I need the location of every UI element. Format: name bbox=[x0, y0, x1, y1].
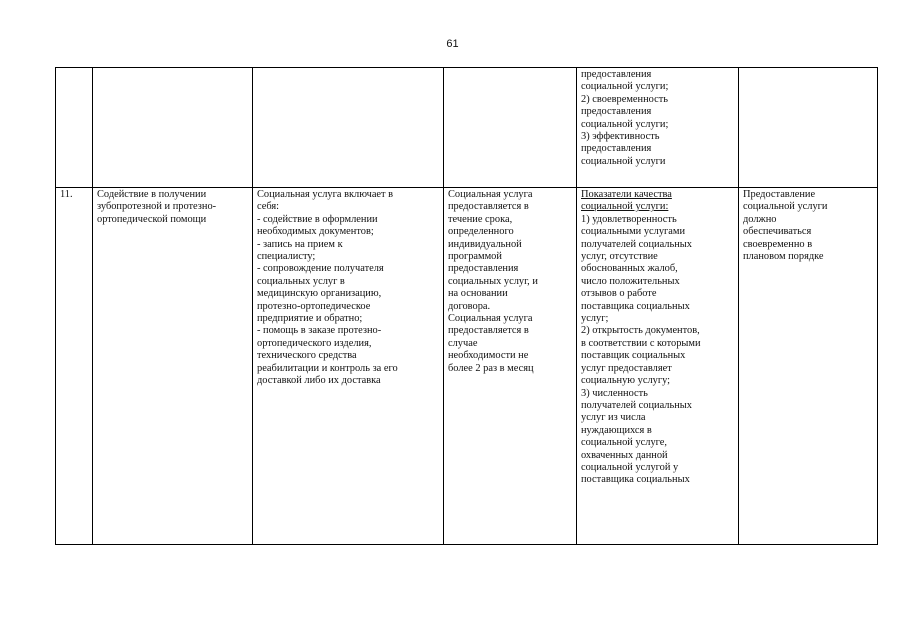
cell-name-empty bbox=[93, 68, 253, 188]
text-line: своевременно в bbox=[743, 238, 813, 250]
quality-header-line: социальной услуги: bbox=[581, 201, 669, 213]
text-line: зубопротезной и протезно- bbox=[97, 201, 217, 213]
text-line: доставкой либо их доставка bbox=[257, 375, 381, 387]
text-line: себя: bbox=[257, 201, 280, 213]
text-line: получателей социальных bbox=[581, 238, 692, 250]
text-line: услуг из числа bbox=[581, 412, 646, 424]
text-line: на основании bbox=[448, 288, 508, 300]
text-line: число положительных bbox=[581, 275, 680, 287]
text-line: предоставления bbox=[581, 106, 652, 118]
text-line: специалисту; bbox=[257, 251, 316, 263]
cell-description-empty bbox=[253, 68, 444, 188]
cell-number-empty bbox=[56, 68, 93, 188]
text-line: охваченных данной bbox=[581, 449, 668, 461]
text-line: социальной услугой у bbox=[581, 461, 679, 473]
text-line: - запись на прием к bbox=[257, 238, 343, 250]
text-line: программой bbox=[448, 251, 502, 263]
text-line: договора. bbox=[448, 300, 491, 312]
text-line: должно bbox=[743, 213, 777, 225]
text-line: поставщик социальных bbox=[581, 350, 686, 362]
cell-row-number bbox=[56, 188, 93, 545]
text-line: 2) открытость документов, bbox=[581, 325, 700, 337]
text-line: предоставления bbox=[448, 263, 519, 275]
cell-conditions bbox=[739, 188, 878, 545]
cell-terms-empty bbox=[444, 68, 577, 188]
cell-service-name bbox=[93, 188, 253, 545]
cell-service-description bbox=[253, 188, 444, 545]
text-line: предоставляется в bbox=[448, 201, 529, 213]
row-number: 11. bbox=[60, 189, 73, 200]
text-line: услуг; bbox=[581, 313, 609, 325]
text-line: социальной услуги; bbox=[581, 81, 669, 93]
text-line: Социальная услуга bbox=[448, 189, 533, 200]
text-line: ортопедического изделия, bbox=[257, 337, 372, 349]
text-line: нуждающихся в bbox=[581, 424, 652, 436]
text-line: медицинскую организацию, bbox=[257, 288, 382, 300]
text-line: социальной услуги bbox=[581, 155, 666, 167]
text-line: случае bbox=[448, 337, 478, 349]
text-line: более 2 раз в месяц bbox=[448, 362, 534, 374]
text-line: - помощь в заказе протезно- bbox=[257, 325, 382, 337]
text-line: предприятие и обратно; bbox=[257, 313, 363, 325]
text-line: Содействие в получении bbox=[97, 189, 207, 200]
text-line: обоснованных жалоб, bbox=[581, 263, 678, 275]
text-line: в соответствии с которыми bbox=[581, 337, 701, 349]
text-line: получателей социальных bbox=[581, 399, 692, 411]
quality-header-line: Показатели качества bbox=[581, 189, 672, 200]
text-line: социальными услугами bbox=[581, 226, 686, 238]
text-line: социальную услугу; bbox=[581, 375, 671, 387]
table-row-11 bbox=[56, 188, 878, 545]
text-line: предоставляется в bbox=[448, 325, 529, 337]
text-line: услуг предоставляет bbox=[581, 362, 672, 374]
table-row-continued bbox=[56, 68, 878, 188]
text-line: индивидуальной bbox=[448, 238, 522, 250]
page-number: 61 bbox=[446, 38, 459, 50]
text-line: 2) своевременность bbox=[581, 93, 669, 105]
text-line: определенного bbox=[448, 226, 514, 238]
text-line: необходимых документов; bbox=[257, 226, 374, 238]
text-line: - сопровождение получателя bbox=[257, 263, 384, 275]
cell-service-terms bbox=[444, 188, 577, 545]
text-line: поставщика социальных bbox=[581, 474, 690, 486]
text-line: Социальная услуга bbox=[448, 313, 533, 325]
cell-quality-indicators bbox=[577, 188, 739, 545]
text-line: технического средства bbox=[257, 350, 357, 362]
cell-quality-continued bbox=[577, 68, 739, 188]
text-line: Социальная услуга включает в bbox=[257, 189, 394, 200]
text-line: предоставления bbox=[581, 69, 652, 80]
text-line: социальной услуги bbox=[743, 201, 828, 213]
text-line: социальных услуг в bbox=[257, 275, 345, 287]
text-line: течение срока, bbox=[448, 213, 513, 225]
text-line: реабилитации и контроль за его bbox=[257, 362, 398, 374]
text-line: 1) удовлетворенность bbox=[581, 213, 677, 225]
text-line: отзывов о работе bbox=[581, 288, 657, 300]
text-line: поставщика социальных bbox=[581, 300, 690, 312]
text-line: плановом порядке bbox=[743, 251, 824, 263]
text-line: - содействие в оформлении bbox=[257, 213, 378, 225]
services-table bbox=[55, 67, 878, 545]
text-line: обеспечиваться bbox=[743, 226, 812, 238]
text-line: социальных услуг, и bbox=[448, 275, 538, 287]
cell-conditions-empty bbox=[739, 68, 878, 188]
text-line: ортопедической помощи bbox=[97, 213, 207, 225]
text-line: необходимости не bbox=[448, 350, 529, 362]
text-line: протезно-ортопедическое bbox=[257, 300, 371, 312]
text-line: социальной услуги; bbox=[581, 118, 669, 130]
text-line: 3) численность bbox=[581, 387, 648, 399]
text-line: услуг, отсутствие bbox=[581, 251, 658, 263]
text-line: социальной услуге, bbox=[581, 437, 667, 449]
text-line: предоставления bbox=[581, 143, 652, 155]
text-line: Предоставление bbox=[743, 189, 816, 200]
text-line: 3) эффективность bbox=[581, 131, 660, 143]
